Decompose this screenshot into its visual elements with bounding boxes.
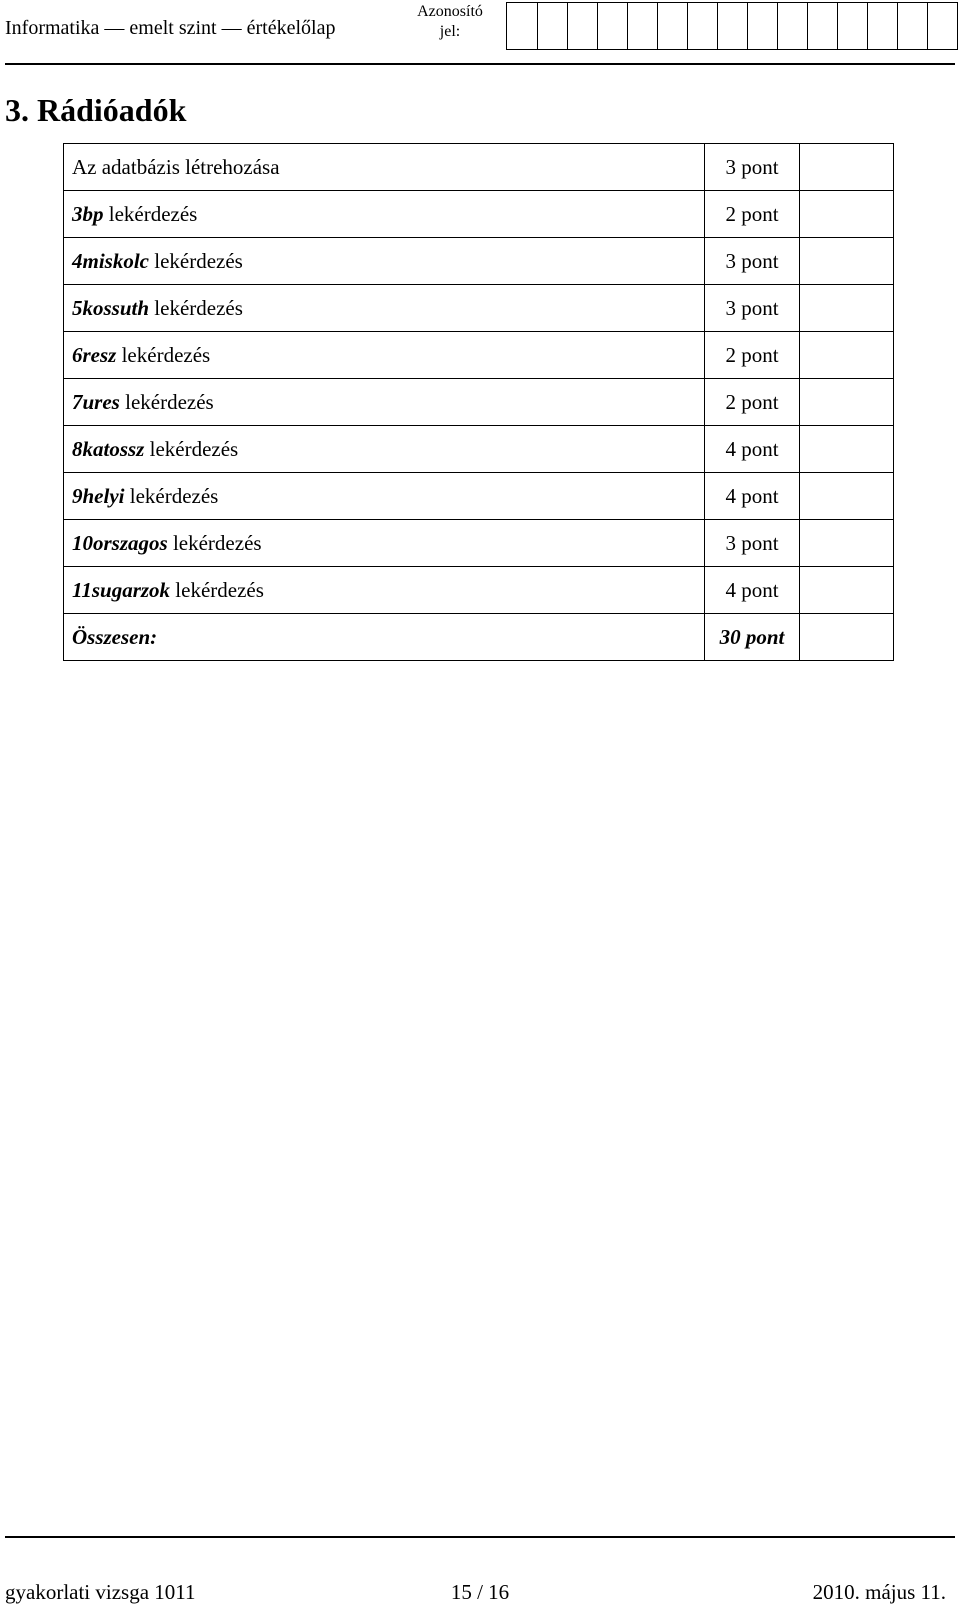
query-name: 4miskolc bbox=[72, 248, 149, 273]
id-input-box[interactable] bbox=[627, 3, 657, 49]
table-row bbox=[64, 520, 894, 567]
id-input-box[interactable] bbox=[837, 3, 867, 49]
points-cell: 4 pont bbox=[705, 426, 800, 473]
footer-exam-label: gyakorlati vizsga 1011 bbox=[5, 1580, 196, 1604]
footer-divider bbox=[5, 1536, 955, 1538]
score-entry-cell[interactable] bbox=[800, 332, 894, 379]
id-boxes bbox=[506, 2, 958, 50]
query-name: 3bp bbox=[72, 201, 104, 226]
query-name: 11sugarzok bbox=[72, 577, 171, 602]
section-title: 3. Rádióadók bbox=[5, 92, 187, 128]
id-input-box[interactable] bbox=[717, 3, 747, 49]
task-text: Az adatbázis létrehozása bbox=[72, 154, 280, 179]
points-cell: 2 pont bbox=[705, 379, 800, 426]
points-cell: 3 pont bbox=[705, 144, 800, 191]
task-cell bbox=[64, 238, 705, 285]
score-entry-cell[interactable] bbox=[800, 520, 894, 567]
id-input-box[interactable] bbox=[807, 3, 837, 49]
score-entry-cell[interactable] bbox=[800, 426, 894, 473]
table-row bbox=[64, 191, 894, 238]
task-cell bbox=[64, 379, 705, 426]
points-cell: 2 pont bbox=[705, 191, 800, 238]
table-row bbox=[64, 285, 894, 332]
query-name: 10orszagos bbox=[72, 530, 168, 555]
id-input-box[interactable] bbox=[687, 3, 717, 49]
task-cell bbox=[64, 426, 705, 473]
total-row bbox=[64, 614, 894, 661]
id-input-box[interactable] bbox=[747, 3, 777, 49]
score-entry-cell[interactable] bbox=[800, 238, 894, 285]
id-input-box[interactable] bbox=[777, 3, 807, 49]
task-cell bbox=[64, 332, 705, 379]
task-cell bbox=[64, 285, 705, 332]
id-input-box[interactable] bbox=[897, 3, 927, 49]
task-text: lekérdezés bbox=[167, 530, 262, 555]
header-divider bbox=[5, 63, 955, 65]
task-text: lekérdezés bbox=[119, 389, 214, 414]
score-entry-cell[interactable] bbox=[800, 285, 894, 332]
score-entry-cell[interactable] bbox=[800, 191, 894, 238]
id-label-line1: Azonosító bbox=[417, 3, 483, 20]
points-cell: 3 pont bbox=[705, 238, 800, 285]
id-label bbox=[412, 2, 488, 42]
points-cell: 4 pont bbox=[705, 567, 800, 614]
total-points: 30 pont bbox=[705, 614, 800, 661]
query-name: 8katossz bbox=[72, 436, 145, 461]
query-name: 7ures bbox=[72, 389, 120, 414]
table-row bbox=[64, 238, 894, 285]
total-score-entry-cell[interactable] bbox=[800, 614, 894, 661]
id-label-line2: jel: bbox=[439, 23, 461, 40]
id-input-box[interactable] bbox=[597, 3, 627, 49]
footer-date: 2010. május 11. bbox=[812, 1580, 946, 1604]
query-name: 9helyi bbox=[72, 483, 125, 508]
task-text: lekérdezés bbox=[124, 483, 219, 508]
task-text: lekérdezés bbox=[149, 295, 243, 320]
score-entry-cell[interactable] bbox=[800, 567, 894, 614]
task-text: lekérdezés bbox=[103, 201, 198, 226]
table-row bbox=[64, 144, 894, 191]
table-row bbox=[64, 332, 894, 379]
id-input-box[interactable] bbox=[567, 3, 597, 49]
table-row bbox=[64, 426, 894, 473]
id-input-box[interactable] bbox=[657, 3, 687, 49]
score-entry-cell[interactable] bbox=[800, 473, 894, 520]
task-cell bbox=[64, 191, 705, 238]
id-input-box[interactable] bbox=[927, 3, 957, 49]
points-cell: 4 pont bbox=[705, 473, 800, 520]
score-entry-cell[interactable] bbox=[800, 379, 894, 426]
task-cell bbox=[64, 520, 705, 567]
total-label: Összesen: bbox=[64, 614, 705, 661]
query-name: 6resz bbox=[72, 342, 117, 367]
task-text: lekérdezés bbox=[149, 248, 243, 273]
task-text: lekérdezés bbox=[144, 436, 239, 461]
task-cell bbox=[64, 473, 705, 520]
task-text: lekérdezés bbox=[170, 577, 264, 602]
points-cell: 3 pont bbox=[705, 520, 800, 567]
header-title: Informatika — emelt szint — értékelőlap bbox=[5, 17, 336, 39]
footer-page-number: 15 / 16 bbox=[450, 1580, 510, 1604]
table-row bbox=[64, 473, 894, 520]
id-input-box[interactable] bbox=[537, 3, 567, 49]
id-input-box[interactable] bbox=[507, 3, 537, 49]
points-cell: 3 pont bbox=[705, 285, 800, 332]
page-header bbox=[0, 0, 960, 66]
table-row bbox=[64, 379, 894, 426]
score-table bbox=[63, 143, 894, 661]
points-cell: 2 pont bbox=[705, 332, 800, 379]
score-entry-cell[interactable] bbox=[800, 144, 894, 191]
task-cell bbox=[64, 144, 705, 191]
id-input-box[interactable] bbox=[867, 3, 897, 49]
task-text: lekérdezés bbox=[116, 342, 211, 367]
task-cell bbox=[64, 567, 705, 614]
table-row bbox=[64, 567, 894, 614]
score-table-body bbox=[64, 144, 894, 661]
query-name: 5kossuth bbox=[72, 295, 150, 320]
